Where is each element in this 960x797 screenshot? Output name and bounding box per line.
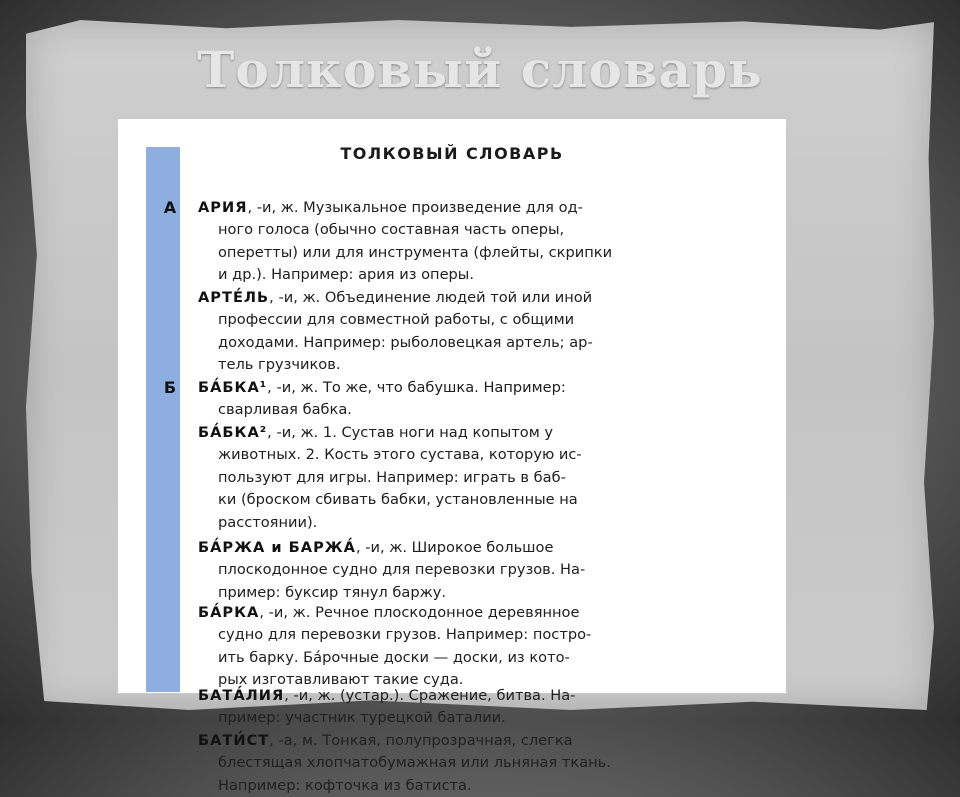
entry-text-line: пример: буксир тянул баржу. xyxy=(218,583,447,601)
entry-text-line: блестящая хлопчатобумажная или льняная ткань. xyxy=(218,754,611,772)
entry-text-line: рых изготавливают такие суда. xyxy=(218,671,464,689)
entry-text-line: АРИЯ, -и, ж. Музыкальное произведение для од- xyxy=(198,199,583,216)
entry-text-line: оперетты) или для инструмента (флейты, скрипки xyxy=(218,243,613,261)
entry-text-line: расстоянии). xyxy=(218,513,318,531)
section-letter: А xyxy=(163,198,177,217)
entry-text-line: пользуют для игры. Например: играть в баб- xyxy=(218,468,566,486)
entry-text-line: плоскодонное судно для перевозки грузов. На- xyxy=(218,561,586,579)
entry-text-line: доходами. Например: рыболовецкая артель; ар- xyxy=(218,333,593,351)
entry-text-line: ного голоса (обычно составная часть оперы, xyxy=(218,221,565,239)
entry-text-line: ить барку. Ба́рочные доски — доски, из кото- xyxy=(218,648,570,666)
dictionary-entry xyxy=(158,197,758,287)
dictionary-entry xyxy=(158,730,758,797)
dictionary-entry xyxy=(158,287,758,377)
entry-text-line: БА́БКА², -и, ж. 1. Сустав ноги над копытом у xyxy=(198,424,553,441)
dictionary-entry xyxy=(158,537,758,604)
entry-text-line: БАТА́ЛИЯ, -и, ж. (устар.). Сражение, битва. На- xyxy=(198,687,576,704)
entry-text-line: профессии для совместной работы, с общими xyxy=(218,311,575,329)
dictionary-heading: ТОЛКОВЫЙ СЛОВАРЬ xyxy=(340,144,564,163)
entry-text-line: АРТЕ́ЛЬ, -и, ж. Объединение людей той или иной xyxy=(198,289,593,306)
dictionary-entry xyxy=(158,377,758,422)
dictionary-page-scan xyxy=(117,118,787,794)
dictionary-entry xyxy=(158,602,758,692)
entry-text-line: пример: участник турецкой баталии. xyxy=(218,709,506,727)
entry-text-line: БАТИ́СТ, -а, м. Тонкая, полупрозрачная, слегка xyxy=(198,732,573,749)
entry-text-line: Например: кофточка из батиста. xyxy=(218,776,472,794)
entry-text-line: ки (броском сбивать бабки, установленные на xyxy=(218,491,578,509)
entry-text-line: БА́РЖА и БАРЖА́, -и, ж. Широкое большое xyxy=(198,539,554,556)
entry-text-line: БА́БКА¹, -и, ж. То же, что бабушка. Например: xyxy=(198,379,566,396)
entry-text-line: животных. 2. Кость этого сустава, которую ис- xyxy=(218,446,582,464)
entry-text-line: тель грузчиков. xyxy=(218,356,341,374)
entry-text-line: сварливая бабка. xyxy=(218,401,352,419)
dictionary-entry xyxy=(158,685,758,730)
entry-text-line: БА́РКА, -и, ж. Речное плоскодонное деревянное xyxy=(198,604,580,621)
entry-text-line: и др.). Например: ария из оперы. xyxy=(218,266,474,284)
dictionary-entry xyxy=(158,422,758,534)
section-letter: Б xyxy=(163,378,177,397)
entry-text-line: судно для перевозки грузов. Например: постро- xyxy=(218,626,592,644)
slide-title: Толковый словарь xyxy=(197,40,763,99)
